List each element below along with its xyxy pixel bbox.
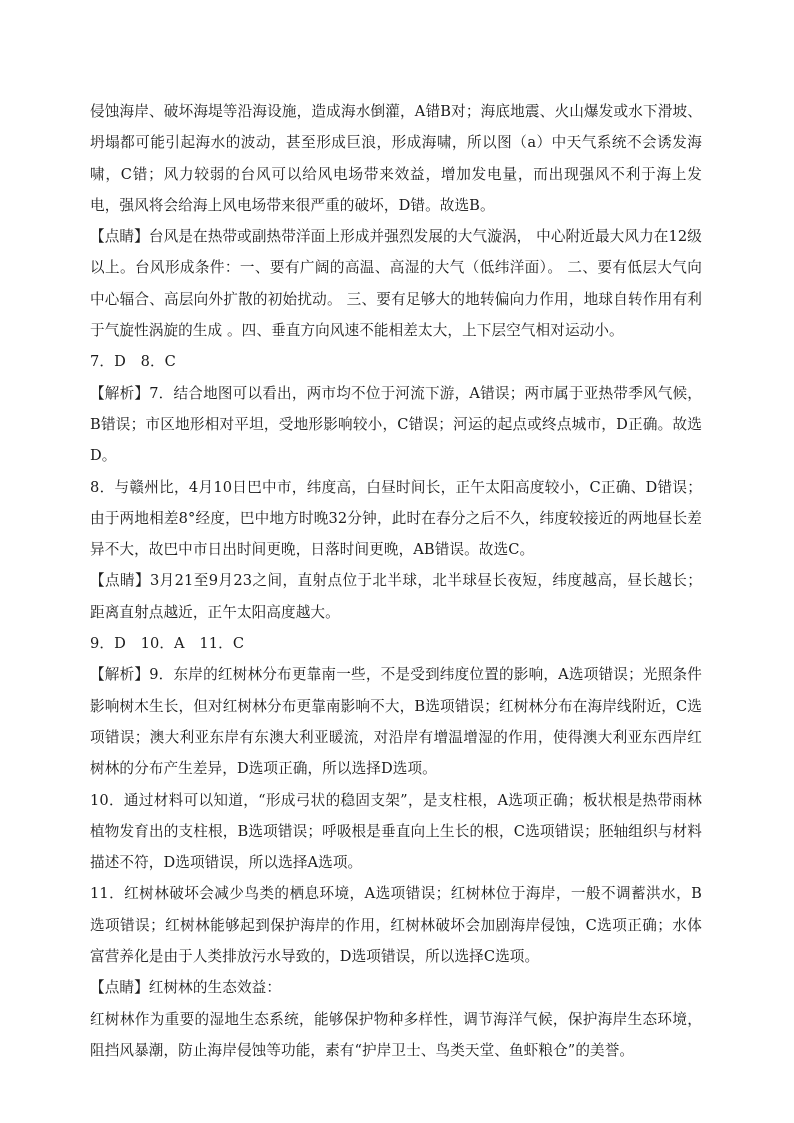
- answer-key-9-11: [90, 628, 702, 659]
- tip-tag: 【点睛】: [90, 228, 149, 246]
- tip-tag: 【点睛】: [90, 572, 150, 590]
- paragraph-text: 侵蚀海岸、破坏海堤等沿海设施，造成海水倒灌，A错B对；海底地震、火山爆发或水下滑坡、坍塌都可能引起海水的波动，甚至形成巨浪，形成海啸，所以图（a）中天气系统不会诱发海啸，C错；风力较弱的台风可以给风电场带来效益，增加发电量，而出现强风不利于海上发电，强风将会给海上风电场带来很严重的破坏，D错。故选B。: [90, 103, 702, 214]
- answer-paragraph-6: [90, 96, 702, 221]
- analysis-tag: 【解析】: [90, 666, 150, 684]
- analysis-paragraph-8: [90, 472, 702, 566]
- paragraph-text: 9．D 10．A 11．C: [90, 635, 245, 653]
- analysis-paragraph-7: [90, 378, 702, 472]
- paragraph-text: 8．与赣州比，4月10日巴中市，纬度高，白昼时间长，正午太阳高度较小，C正确、D错误；由于两地相差8°经度，巴中地方时晚32分钟，此时在春分之后不久，纬度较接近的两地昼长差异不大，故巴中市日出时间更晚，日落时间更晚，AB错误。故选C。: [90, 478, 702, 559]
- paragraph-text: 9．东岸的红树林分布更靠南一些，不是受到纬度位置的影响，A选项错误；光照条件影响树木生长，但对红树林分布更靠南影响不大，B选项错误；红树林分布在海岸线附近，C选项错误；澳大利亚东岸有东澳大利亚暖流，对沿岸有增温增湿的作用，使得澳大利亚东西岸红树林的分布产生差异，D选项正确，所以选择D选项。: [90, 666, 702, 778]
- mangrove-benefits-paragraph: [90, 1004, 702, 1067]
- paragraph-text: 10．通过材料可以知道，“形成弓状的稳固支架”，是支柱根，A选项正确；板状根是热带雨林植物发育出的支柱根，B选项错误；呼吸根是垂直向上生长的根，C选项错误；胚轴组织与材料描述不符，D选项错误，所以选择A选项。: [90, 791, 702, 872]
- analysis-paragraph-9: [90, 659, 702, 784]
- tip-tag: 【点睛】: [90, 979, 149, 997]
- analysis-tag: 【解析】: [90, 384, 150, 402]
- answer-key-7-8: [90, 346, 702, 377]
- paragraph-text: 3月21至9月23之间，直射点位于北半球，北半球昼长夜短，纬度越高，昼长越长；距离直射点越近，正午太阳高度越大。: [90, 572, 702, 621]
- tip-paragraph-sun: [90, 565, 702, 628]
- tip-paragraph-typhoon: [90, 221, 702, 346]
- analysis-paragraph-11: [90, 878, 702, 972]
- tip-paragraph-mangrove: [90, 972, 702, 1003]
- paragraph-text: 7．D 8．C: [90, 353, 176, 371]
- paragraph-text: 红树林的生态效益：: [148, 979, 282, 997]
- analysis-paragraph-10: [90, 785, 702, 879]
- paragraph-text: 7．结合地图可以看出，两市均不位于河流下游，A错误；两市属于亚热带季风气候，B错误；市区地形相对平坦，受地形影响较小，C错误；河运的起点或终点城市，D正确。故选D。: [90, 384, 702, 465]
- paragraph-text: 台风是在热带或副热带洋面上形成并强烈发展的大气漩涡， 中心附近最大风力在12级以上。台风形成条件：一、要有广阔的高温、高湿的大气（低纬洋面）。 二、要有低层大气向中心辐合、高层向外扩散的初始扰动。 三、要有足够大的地转偏向力作用，地球自转作用有利于气旋性涡旋的生成 。四、垂直方向风速不能相差太大，上下层空气相对运动小。: [90, 228, 702, 340]
- paragraph-text: 11．红树林破坏会减少鸟类的栖息环境，A选项错误；红树林位于海岸，一般不调蓄洪水，B选项错误；红树林能够起到保护海岸的作用，红树林破坏会加剧海岸侵蚀，C选项正确；水体富营养化是由于人类排放污水导致的，D选项错误，所以选择C选项。: [90, 885, 702, 966]
- paragraph-text: 红树林作为重要的湿地生态系统，能够保护物种多样性，调节海洋气候，保护海岸生态环境，阻挡风暴潮，防止海岸侵蚀等功能，素有“护岸卫士、鸟类天堂、鱼虾粮仓”的美誉。: [90, 1010, 702, 1059]
